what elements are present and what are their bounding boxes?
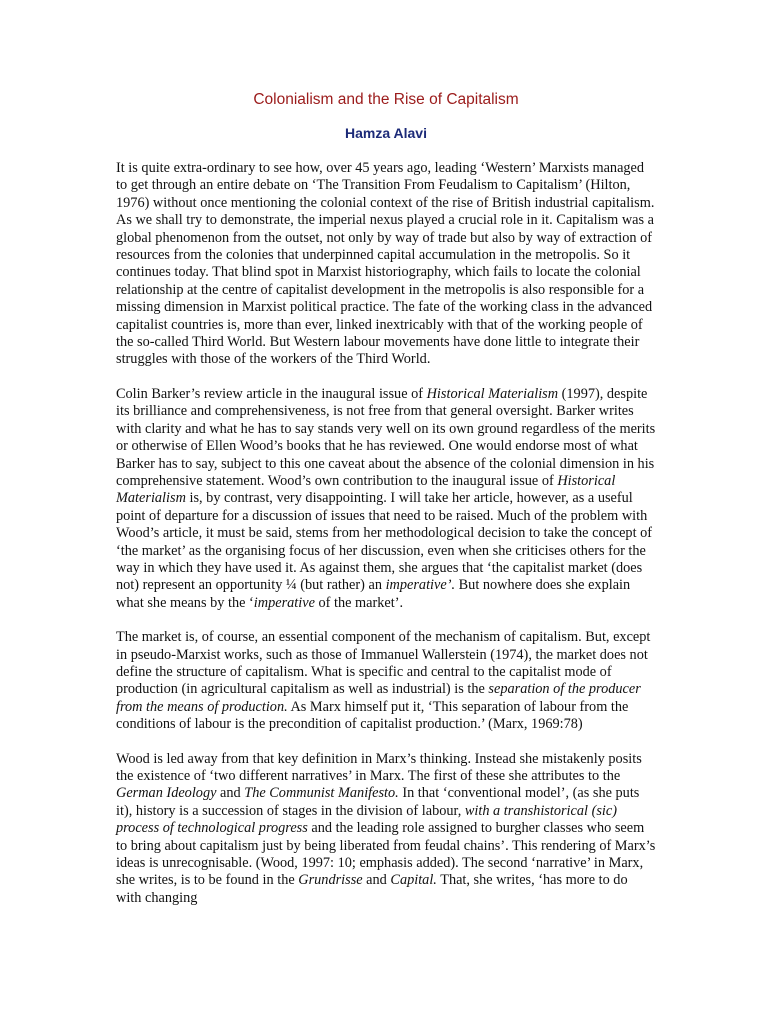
text-run: Colin Barker’s review article in the inaugural issue of [116, 385, 427, 402]
italic-text-run: Capital. [390, 872, 437, 889]
italic-text-run: German Ideology [116, 785, 217, 802]
italic-text-run: Historical Materialism [426, 385, 559, 402]
text-run: is, by contrast, very disappointing. I will take her article, however, as a useful point of departure for a discussion of issues that need to be raised. Much of the problem with Wood’s article, it must be said, stems from her methodological decision to take the concept of ‘the market’ as the organising focus of her discussion, even when she criticises others for the way in which they have used it. As against them, she argues that ‘the capitalist market (does not) represent an opportunity ¼ (but rather) an [116, 490, 653, 594]
paragraph-2 [116, 386, 656, 612]
text-run: Wood is led away from that key definition in Marx’s thinking. Instead she mistakenly posits the existence of ‘two different narratives’ in Marx. The first of these she attributes to the [116, 750, 642, 784]
italic-text-run: with a transhistorical (sic) process of technological progress [116, 802, 617, 837]
text-run: (1997), despite its brilliance and comprehensiveness, is not free from that general oversight. Barker writes with clarity and what he has to say stands very well on its own ground regardless of the merits or otherwise of Ellen Wood’s books that he has reviewed. One would endorse most of what Barker has to say, subject to this one caveat about the absence of the colonial dimension in his comprehensive statement. Wood’s own contribution to the inaugural issue of [116, 385, 656, 489]
text-run: As Marx himself put it, ‘This separation of labour from the conditions of labour is the precondition of capitalist production.’ (Marx, 1969:78) [116, 698, 629, 733]
text-run: and [216, 785, 245, 802]
italic-text-run: imperative [253, 594, 315, 611]
italic-text-run: The Communist Manifesto. [244, 785, 399, 802]
italic-text-run: separation of the producer from the means of production. [116, 681, 641, 715]
text-run: In that ‘conventional model’, (as she puts it), history is a succession of stages in the division of labour, [116, 785, 640, 819]
text-run: of the market’. [314, 594, 404, 611]
paragraph-3 [116, 629, 656, 733]
text-run: and [362, 872, 391, 889]
text-run: That, she writes, ‘has more to do with changing [116, 872, 628, 906]
author-name: Hamza Alavi [345, 125, 427, 141]
text-run: But nowhere does she explain what she means by the ‘ [116, 577, 631, 611]
italic-text-run: Historical Materialism [116, 472, 616, 507]
document-title: Colonialism and the Rise of Capitalism [253, 91, 519, 108]
text-run: and the leading role assigned to burgher classes who seem to bring about capitalism just by being liberated from feudal chains’. This rendering of Marx’s ideas is unrecognisable. (Wood, 1997: 10; emphasis added). The second ‘narrative’ in Marx, she writes, is to be found in the [116, 820, 656, 889]
italic-text-run: Grundrisse [298, 872, 363, 889]
document-page [116, 90, 656, 907]
text-run: The market is, of course, an essential component of the mechanism of capitalism. But, except in pseudo-Marxist works, such as those of Immanuel Wallerstein (1974), the market does not define the structure of capitalism. What is specific and central to the capitalist mode of production (in agricultural capitalism as well as industrial) is the [116, 629, 651, 698]
italic-text-run: imperative’. [385, 577, 456, 594]
paragraph-1: It is quite extra-ordinary to see how, over 45 years ago, leading ‘Western’ Marxists managed to get through an entire debate on ‘The Transition From Feudalism to Capitalism’ (Hilton, 1976) without once mentioning the colonial context of the rise of British industrial capitalism. As we shall try to demonstrate, the imperial nexus played a crucial role in it. Capitalism was a global phenomenon from the outset, not only by way of trade but also by way of extraction of resources from the colonies that underpinned capital accumulation in the metropolis. So it continues today. That blind spot in Marxist historiography, which fails to locate the colonial relationship at the centre of capitalist development in the metropolis is also responsible for a missing dimension in Marxist political practice. The fate of the working class in the advanced capitalist countries is, more than ever, linked inextricably with that of the working people of the so-called Third World. But Western labour movements have done little to integrate their struggles with those of the workers of the Third World. [116, 160, 655, 368]
paragraph-4 [116, 751, 656, 908]
